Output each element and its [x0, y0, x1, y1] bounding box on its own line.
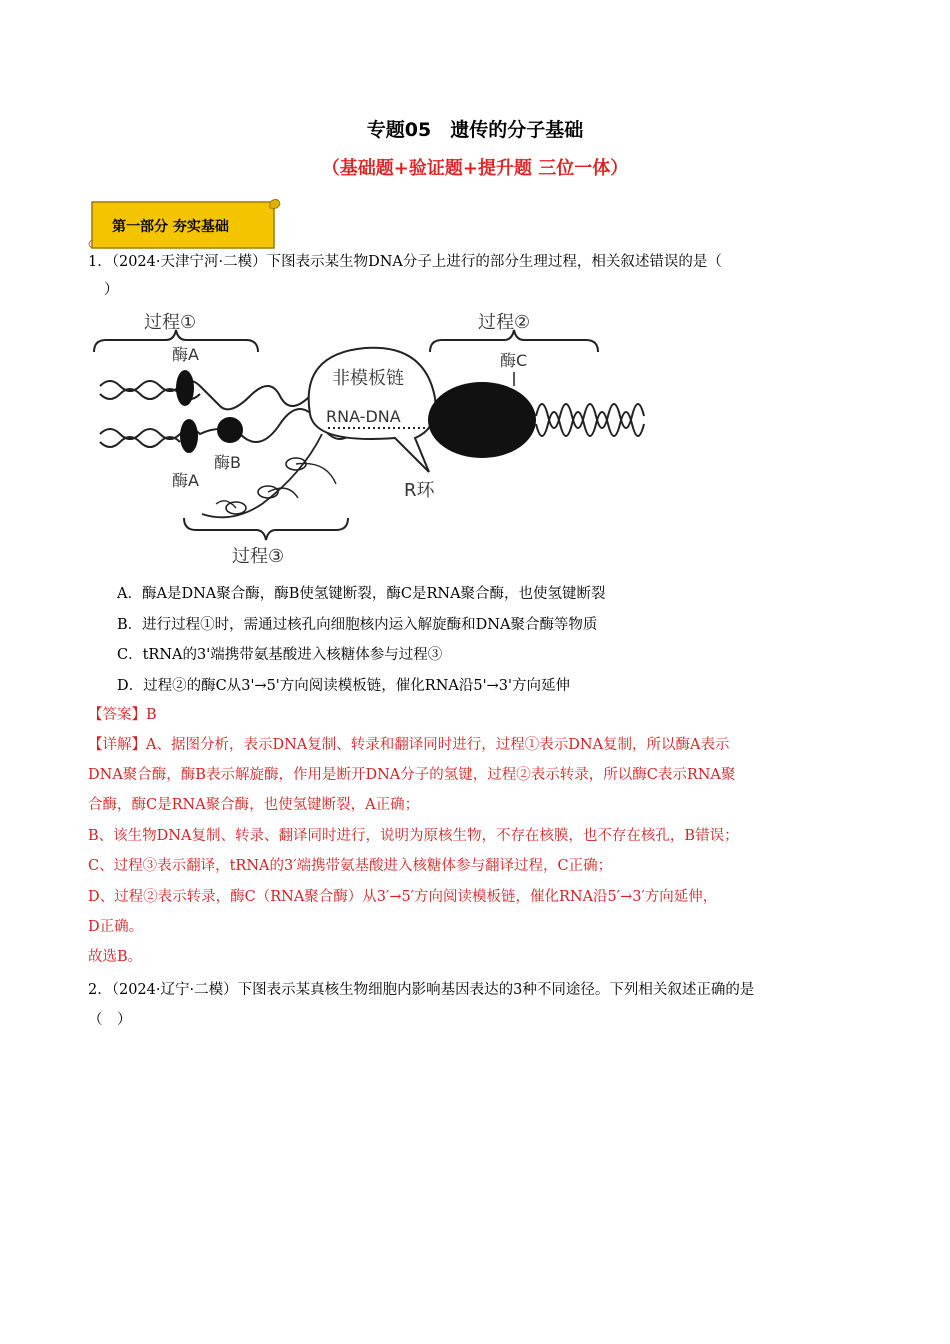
dna-process-diagram — [90, 304, 650, 574]
process2-brace — [430, 330, 598, 352]
q1-option-b[interactable]: B．进行过程①时，需通过核孔向细胞核内运入解旋酶和DNA聚合酶等物质 — [117, 617, 598, 633]
nontemplate-label: 非模板链 — [332, 368, 404, 389]
q1-explanation-line1: 【详解】A、据图分析，表示DNA复制、转录和翻译同时进行，过程①表示DNA复制，所以酶A表示 — [88, 737, 730, 753]
enzymeA-top — [176, 370, 194, 406]
enzymeA-bottom-label: 酶A — [172, 471, 199, 490]
q1-explanation-line7: D正确。 — [88, 919, 144, 935]
page-subtitle: （基础题+验证题+提升题 三位一体） — [321, 158, 629, 179]
process1-label: 过程① — [144, 312, 197, 333]
mrna-strand — [202, 434, 322, 517]
q1-explanation-line2: DNA聚合酶，酶B表示解旋酶，作用是断开DNA分子的氢键，过程②表示转录，所以酶C表示RNA聚 — [88, 767, 736, 783]
q1-explanation-line6: D、过程②表示转录，酶C（RNA聚合酶）从3′→5′方向阅读模板链，催化RNA沿5′→3′方向延伸， — [88, 889, 718, 905]
enzymeB-label: 酶B — [214, 453, 241, 472]
q1-explanation-line3: 合酶，酶C是RNA聚合酶，也使氢键断裂，A正确； — [88, 797, 420, 813]
enzymeC — [428, 382, 536, 458]
enzymeB — [217, 417, 243, 443]
page-title: 专题05 遗传的分子基础 — [366, 119, 584, 141]
q1-stem-line1: 1．（2024·天津宁河·二模）下图表示某生物DNA分子上进行的部分生理过程，相关叙述错误的是（ — [88, 254, 722, 270]
q1-option-a[interactable]: A．酶A是DNA聚合酶，酶B使氢键断裂，酶C是RNA聚合酶，也使氢键断裂 — [117, 586, 606, 602]
q1-explanation-line8: 故选B。 — [88, 949, 143, 965]
enzymeC-label: 酶C — [500, 351, 528, 370]
q1-option-d[interactable]: D．过程②的酶C从3'→5'方向阅读模板链，催化RNA沿5'→3'方向延伸 — [117, 678, 570, 694]
q1-explanation-line4: B、该生物DNA复制、转录、翻译同时进行，说明为原核生物，不存在核膜，也不存在核孔，B错误； — [88, 828, 739, 844]
q2-stem-line1: 2．（2024·辽宁·二模）下图表示某真核生物细胞内影响基因表达的3种不同途径。下列相关叙述正确的是 — [88, 982, 755, 998]
process3-label: 过程③ — [232, 546, 285, 567]
section-label: 第一部分 夯实基础 — [112, 219, 229, 235]
q2-stem-line2: （ ） — [88, 1012, 132, 1028]
process2-label: 过程② — [478, 312, 531, 333]
enzymeA-top-label: 酶A — [172, 345, 199, 364]
enzymeA-bottom — [180, 419, 198, 453]
rna-dna-hybrid-label: RNA-DNA — [326, 407, 401, 426]
q1-option-c[interactable]: C．tRNA的3'端携带氨基酸进入核糖体参与过程③ — [117, 647, 443, 663]
q1-answer: 【答案】B — [88, 707, 157, 723]
rloop-label: R环 — [404, 480, 435, 501]
process3-brace — [184, 518, 348, 540]
q1-explanation-line5: C、过程③表示翻译，tRNA的3′端携带氨基酸进入核糖体参与翻译过程，C正确； — [88, 858, 613, 874]
dna-downstream — [536, 404, 644, 428]
q1-stem-line2: ） — [104, 282, 119, 298]
